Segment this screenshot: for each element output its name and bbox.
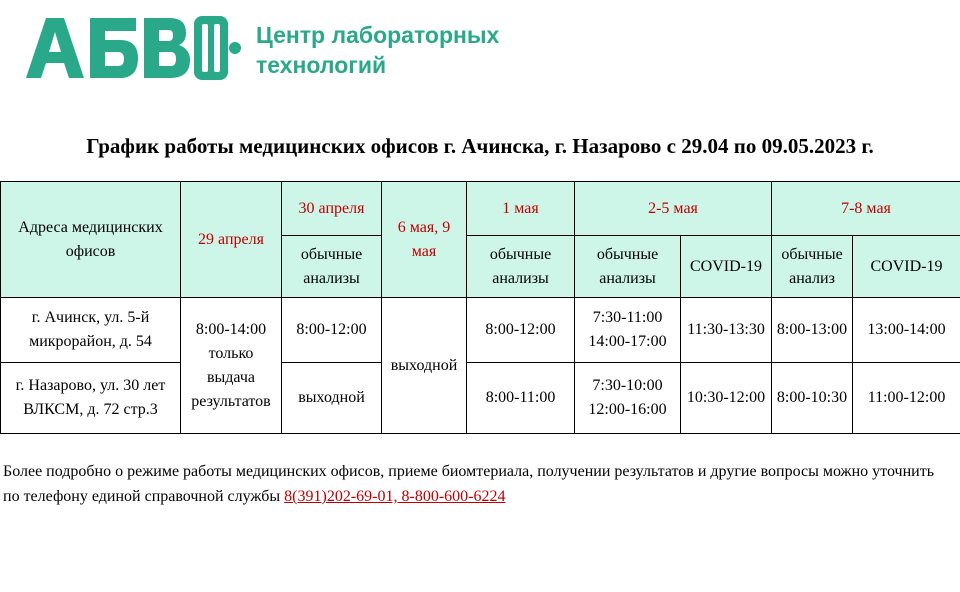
info-note-text: Более подробно о режиме работы медицинских офисов, приеме биомтериала, получении результатов и другие вопросы можно уточнить по телефону единой справочной службы xyxy=(3,463,934,505)
subheader-may2-5-regular: обычные анализы xyxy=(575,236,681,298)
table-row xyxy=(1,298,960,363)
subheader-may2-5-covid: COVID-19 xyxy=(681,236,772,298)
may1-hours: 8:00-12:00 xyxy=(467,298,575,363)
may7-8-covid-hours: 13:00-14:00 xyxy=(853,298,960,363)
may7-8-covid-hours: 11:00-12:00 xyxy=(853,363,960,434)
may2-5-regular-hours: 7:30-11:00 14:00-17:00 xyxy=(575,298,681,363)
abv-logo-mark xyxy=(24,10,254,84)
may6-9-hours: выходной xyxy=(382,298,467,434)
logo-line-2: технологий xyxy=(256,52,387,78)
info-note xyxy=(3,459,953,509)
may2-5-covid-hours: 10:30-12:00 xyxy=(681,363,772,434)
apr29-hours: 8:00-14:00 только выдача результатов xyxy=(181,298,282,434)
schedule-table xyxy=(0,181,960,434)
subheader-may7-8-regular: обычные анализ xyxy=(772,236,853,298)
apr30-hours: выходной xyxy=(282,363,382,434)
header-apr29: 29 апреля xyxy=(181,182,282,298)
subheader-apr30-regular: обычные анализы xyxy=(282,236,382,298)
header-may6-9: 6 мая, 9 мая xyxy=(382,182,467,298)
office-address: г. Назарово, ул. 30 лет ВЛКСМ, д. 72 стр.3 xyxy=(1,363,181,434)
logo-caption xyxy=(256,20,499,80)
header-may1: 1 мая xyxy=(467,182,575,236)
may7-8-regular-hours: 8:00-10:30 xyxy=(772,363,853,434)
header-may2-5: 2-5 мая xyxy=(575,182,772,236)
office-address: г. Ачинск, ул. 5-й микрорайон, д. 54 xyxy=(1,298,181,363)
phone-link[interactable]: 8(391)202-69-01, 8-800-600-6224 xyxy=(284,488,506,505)
subheader-may7-8-covid: COVID-19 xyxy=(853,236,960,298)
company-logo xyxy=(24,10,524,84)
may7-8-regular-hours: 8:00-13:00 xyxy=(772,298,853,363)
subheader-may1-regular: обычные анализы xyxy=(467,236,575,298)
header-address: Адреса медицинских офисов xyxy=(1,182,181,298)
table-row xyxy=(1,363,960,434)
header-may7-8: 7-8 мая xyxy=(772,182,960,236)
page-title: График работы медицинских офисов г. Ачинска, г. Назарово с 29.04 по 09.05.2023 г. xyxy=(86,134,874,158)
apr30-hours: 8:00-12:00 xyxy=(282,298,382,363)
may1-hours: 8:00-11:00 xyxy=(467,363,575,434)
logo-line-1: Центр лабораторных xyxy=(256,22,500,48)
header-apr30: 30 апреля xyxy=(282,182,382,236)
may2-5-covid-hours: 11:30-13:30 xyxy=(681,298,772,363)
header-row-1 xyxy=(1,182,960,236)
may2-5-regular-hours: 7:30-10:00 12:00-16:00 xyxy=(575,363,681,434)
